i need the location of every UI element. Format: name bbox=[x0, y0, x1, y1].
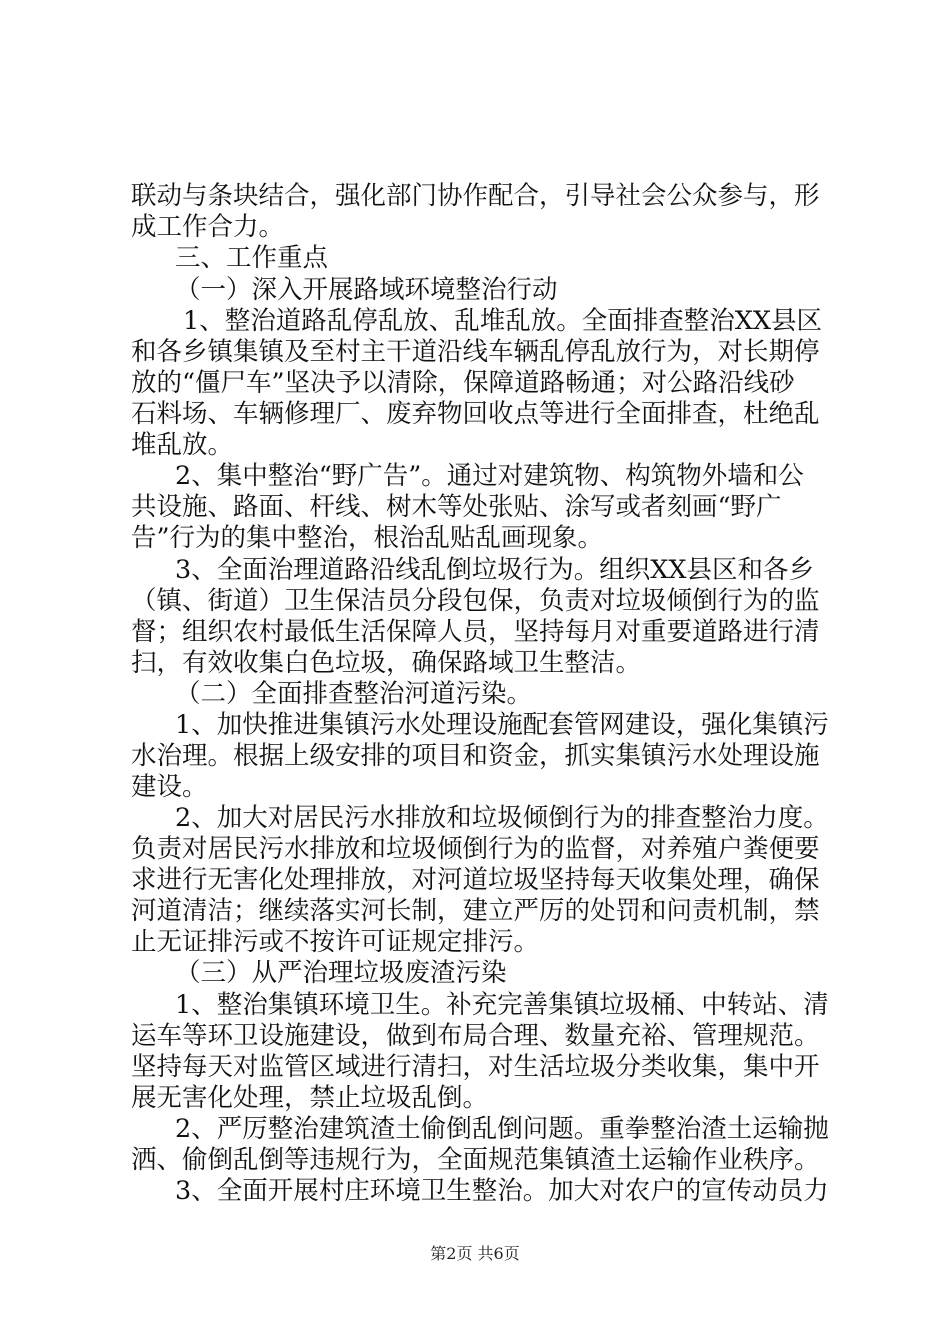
text-line: 坚持每天对监管区域进行清扫，对生活垃圾分类收集，集中开 bbox=[131, 1052, 820, 1082]
text-line: 运车等环卫设施建设，做到布局合理、数量充裕、管理规范。 bbox=[131, 1021, 820, 1051]
text-line: 联动与条块结合，强化部门协作配合，引导社会公众参与，形 bbox=[131, 181, 820, 211]
text-line: 求进行无害化处理排放，对河道垃圾坚持每天收集处理，确保 bbox=[131, 865, 820, 895]
text-line: 水治理。根据上级安排的项目和资金，抓实集镇污水处理设施 bbox=[131, 741, 820, 771]
text-line: 共设施、路面、杆线、树木等处张贴、涂写或者刻画“野广 bbox=[131, 492, 782, 522]
text-line: 2、严厉整治建筑渣土偷倒乱倒问题。重拳整治渣土运输抛 bbox=[175, 1114, 829, 1144]
text-line: 1、整治道路乱停乱放、乱堆乱放。全面排查整治XX县区 bbox=[183, 306, 823, 336]
text-line: （镇、街道）卫生保洁员分段包保，负责对垃圾倾倒行为的监 bbox=[131, 586, 820, 616]
text-line: 1、加快推进集镇污水处理设施配套管网建设，强化集镇污 bbox=[175, 710, 829, 740]
text-line: 告”行为的集中整治，根治乱贴乱画现象。 bbox=[131, 523, 604, 553]
text-line: 督；组织农村最低生活保障人员，坚持每月对重要道路进行清 bbox=[131, 617, 820, 647]
text-line: 负责对居民污水排放和垃圾倾倒行为的监督，对养殖户粪便要 bbox=[131, 834, 820, 864]
text-line: 扫，有效收集白色垃圾，确保路域卫生整洁。 bbox=[131, 648, 642, 678]
text-line: 3、全面治理道路沿线乱倒垃圾行为。组织XX县区和各乡 bbox=[175, 555, 815, 585]
text-line: 2、加大对居民污水排放和垃圾倾倒行为的排查整治力度。 bbox=[175, 803, 829, 833]
text-line: 3、全面开展村庄环境卫生整治。加大对农户的宣传动员力 bbox=[175, 1176, 829, 1206]
text-line: 石料场、车辆修理厂、废弃物回收点等进行全面排查，杜绝乱 bbox=[131, 399, 820, 429]
section-heading: 三、工作重点 bbox=[175, 243, 329, 273]
text-line: 止无证排污或不按许可证规定排污。 bbox=[131, 927, 540, 957]
text-line: 建设。 bbox=[131, 772, 208, 802]
text-line: 成工作合力。 bbox=[131, 212, 285, 242]
subsection-heading: （三）从严治理垃圾废渣污染 bbox=[175, 958, 507, 988]
text-line: 洒、偷倒乱倒等违规行为，全面规范集镇渣土运输作业秩序。 bbox=[131, 1145, 820, 1175]
subsection-heading: （二）全面排查整治河道污染。 bbox=[175, 679, 533, 709]
text-line: 堆乱放。 bbox=[131, 430, 234, 460]
text-line: 1、整治集镇环境卫生。补充完善集镇垃圾桶、中转站、清 bbox=[175, 990, 829, 1020]
text-line: 河道清洁；继续落实河长制，建立严厉的处罚和问责机制，禁 bbox=[131, 896, 820, 926]
page-number-footer: 第2页 共6页 bbox=[430, 1244, 520, 1263]
text-line: 放的“僵尸车”坚决予以清除，保障道路畅通；对公路沿线砂 bbox=[131, 368, 795, 398]
text-line: 展无害化处理，禁止垃圾乱倒。 bbox=[131, 1083, 489, 1113]
text-line: 2、集中整治“野广告”。通过对建筑物、构筑物外墙和公 bbox=[175, 461, 804, 491]
text-line: 和各乡镇集镇及至村主干道沿线车辆乱停乱放行为，对长期停 bbox=[131, 337, 820, 367]
subsection-heading: （一）深入开展路域环境整治行动 bbox=[175, 275, 558, 305]
